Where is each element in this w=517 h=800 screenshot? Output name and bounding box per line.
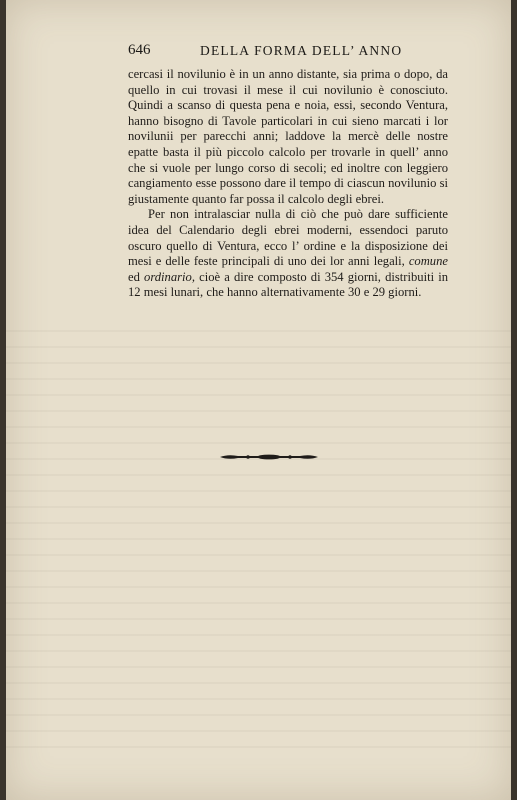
book-page: [6, 0, 511, 800]
paragraph-2-text-c: cioè a dire composto di 354 giorni, distribuiti in 12 mesi lunari, che hanno alternativamente 30 e 29 giorni.: [128, 269, 448, 300]
paragraph-2-text-a: Per non intralasciar nulla di ciò che può dare sufficiente idea del Calendario degli ebrei moderni, essendoci paruto oscuro quello di Ventura, ecco l’ ordine e la disposizione dei mesi e delle feste principali di uno dei lor anni legali,: [128, 207, 448, 269]
body-text: [128, 67, 448, 301]
running-title: DELLA FORMA DELL’ ANNO: [200, 43, 403, 58]
page-number: 646: [128, 42, 151, 58]
paragraph-2-italic-ordinario: ordinario,: [144, 269, 195, 284]
paragraph-2: [128, 207, 448, 301]
paragraph-2-text-b: ed: [128, 269, 145, 284]
paragraph-1: cercasi il novilunio è in un anno distante, sia prima o dopo, da quello in cui trovasi il mese il cui novilunio è conosciuto. Quindi a scanso di questa pena e noia, essi, secondo Ventura, hanno bisogno di Tavole particolari in cui sieno marcati i lor novilunii per parecchi anni; laddove la mercè delle nostre epatte basta il più piccolo calcolo per trovarle in quell’ anno che si vuole per lungo corso di secoli; ed inoltre con leggiero cangiamento esse possono dare il tempo di ciascun novilunio si giustamente quanto far possa il calcolo degli ebrei.: [128, 67, 448, 206]
ornamental-rule: [218, 451, 320, 463]
paragraph-2-italic-comune: comune: [408, 254, 448, 269]
page-header: [128, 42, 428, 62]
show-through-text: [6, 330, 511, 760]
